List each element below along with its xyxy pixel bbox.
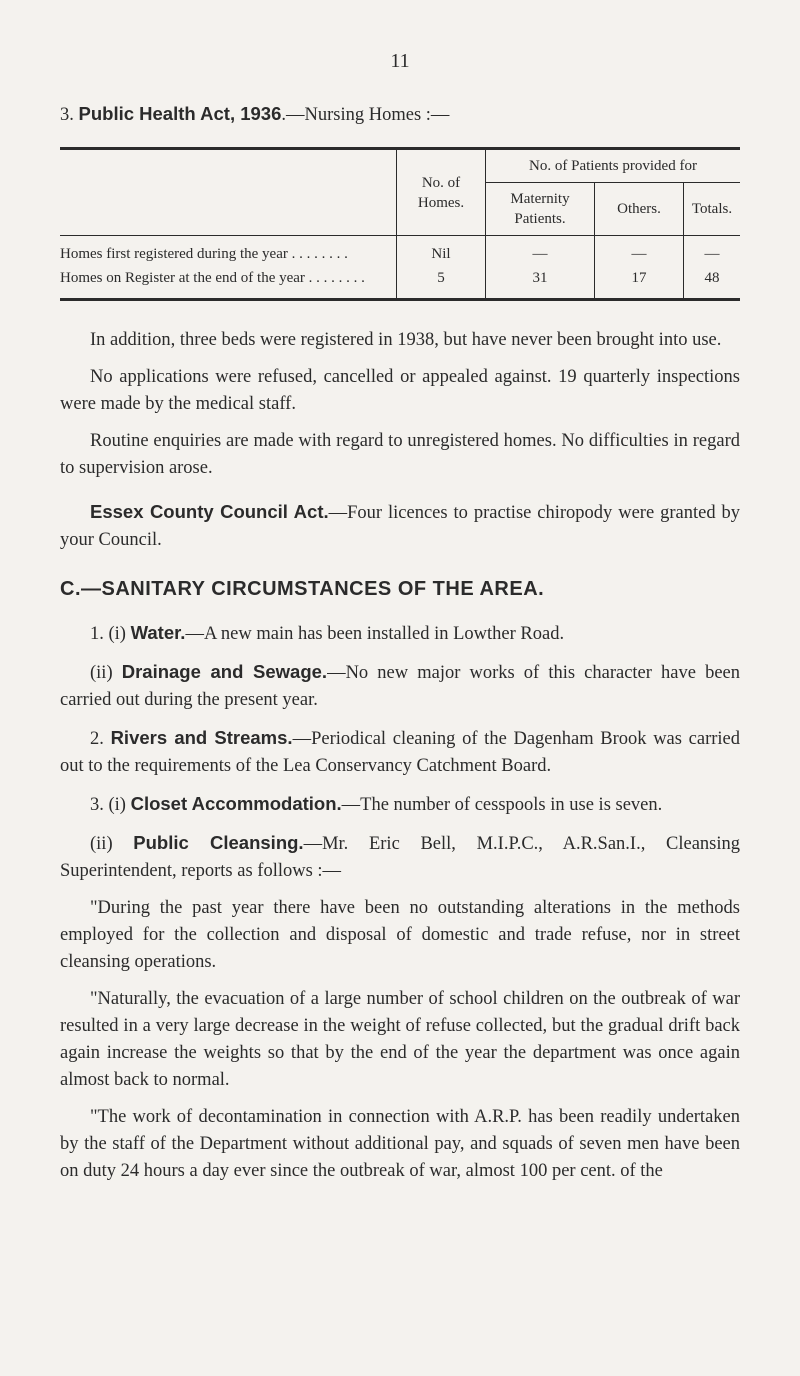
essex-title: Essex County Council Act. xyxy=(90,501,329,522)
closet-text: —The number of cesspools in use is seven. xyxy=(341,795,663,815)
cell-totals: 48 xyxy=(704,270,720,286)
paragraph-water xyxy=(60,619,740,648)
paragraph-closet xyxy=(60,790,740,819)
table-row xyxy=(60,236,740,267)
row-label: Homes on Register at the end of the year . . . . . . . . xyxy=(60,266,397,300)
paragraph-drainage xyxy=(60,658,740,714)
row-label: Homes first registered during the year . . . . . . . . xyxy=(60,236,397,267)
section-c-heading: C.—SANITARY CIRCUMSTANCES OF THE AREA. xyxy=(60,578,545,600)
quote-paragraph-1: "During the past year there have been no outstanding alterations in the methods employed for the collection and disposal of domestic and trade refuse, nor in street cleansing operations. xyxy=(60,898,740,972)
rivers-title: Rivers and Streams. xyxy=(110,727,293,748)
rivers-prefix: 2. xyxy=(90,729,111,749)
quote-paragraph-3: "The work of decontamination in connection with A.R.P. has been readily undertaken by the staff of the Department without additional pay, and squads of seven men have been on duty 24 hours a day ever since the outbreak of war, almost 100 per cent. of the xyxy=(60,1107,740,1181)
drainage-title: Drainage and Sewage. xyxy=(121,661,328,682)
cleansing-title: Public Cleansing. xyxy=(133,832,304,853)
cell-homes: 5 xyxy=(397,266,486,300)
cell-totals: — xyxy=(704,246,720,262)
water-title: Water. xyxy=(130,622,186,643)
rivers-text: —Periodical cleaning of the Dagenham Brook was carried out to the requirements of the Lea Conservancy Catchment Board. xyxy=(60,729,740,776)
paragraph-cleansing xyxy=(60,829,740,885)
cleansing-prefix: (ii) xyxy=(90,834,134,854)
drainage-text: —No new major works of this character have been carried out during the present year. xyxy=(60,663,740,710)
closet-prefix: 3. (i) xyxy=(90,795,131,815)
header-patients-group: No. of Patients provided for xyxy=(486,149,741,183)
quote-paragraph-2: "Naturally, the evacuation of a large number of school children on the outbreak of war resulted in a very large decrease in the weight of refuse collected, but the gradual drift back again increase the weights so that by the end of the year the department was once again almost back to normal. xyxy=(60,989,740,1090)
paragraph-rivers xyxy=(60,724,740,780)
table-row xyxy=(60,266,740,300)
closet-title: Closet Accommodation. xyxy=(130,793,342,814)
cell-maternity: — xyxy=(486,236,595,267)
paragraph-enquiries: Routine enquiries are made with regard to unregistered homes. No difficulties in regard to supervision arose. xyxy=(60,431,740,478)
page-number: 11 xyxy=(390,50,410,72)
cell-others: — xyxy=(595,236,684,267)
cell-maternity: 31 xyxy=(486,266,595,300)
water-text: —A new main has been installed in Lowther Road. xyxy=(185,624,565,644)
header-others: Others. xyxy=(595,183,684,236)
page-content xyxy=(60,100,740,1195)
paragraph-beds: In addition, three beds were registered in 1938, but have never been brought into use. xyxy=(90,330,722,350)
cell-others: 17 xyxy=(595,266,684,300)
nursing-homes-table xyxy=(60,147,740,301)
cleansing-text: —Mr. Eric Bell, M.I.P.C., A.R.San.I., Cleansing Superintendent, reports as follows :— xyxy=(60,834,740,881)
paragraph-applications: No applications were refused, cancelled or appealed against. 19 quarterly inspections were made by the medical staff. xyxy=(60,367,740,414)
cell-homes: Nil xyxy=(397,236,486,267)
table-header-blank xyxy=(60,149,397,236)
water-prefix: 1. (i) xyxy=(90,624,131,644)
section-subtitle: .—Nursing Homes :— xyxy=(281,105,450,125)
header-no-of-homes: No. of Homes. xyxy=(397,149,486,236)
section-heading-public-health-act xyxy=(60,100,740,129)
essex-text: —Four licences to practise chiropody were granted by your Council. xyxy=(60,503,741,550)
header-totals: Totals. xyxy=(684,183,741,236)
paragraph-essex xyxy=(60,498,740,554)
drainage-prefix: (ii) xyxy=(90,663,122,683)
section-title: Public Health Act, 1936 xyxy=(78,103,282,124)
section-number: 3. xyxy=(60,105,74,125)
header-maternity: Maternity Patients. xyxy=(486,183,595,236)
